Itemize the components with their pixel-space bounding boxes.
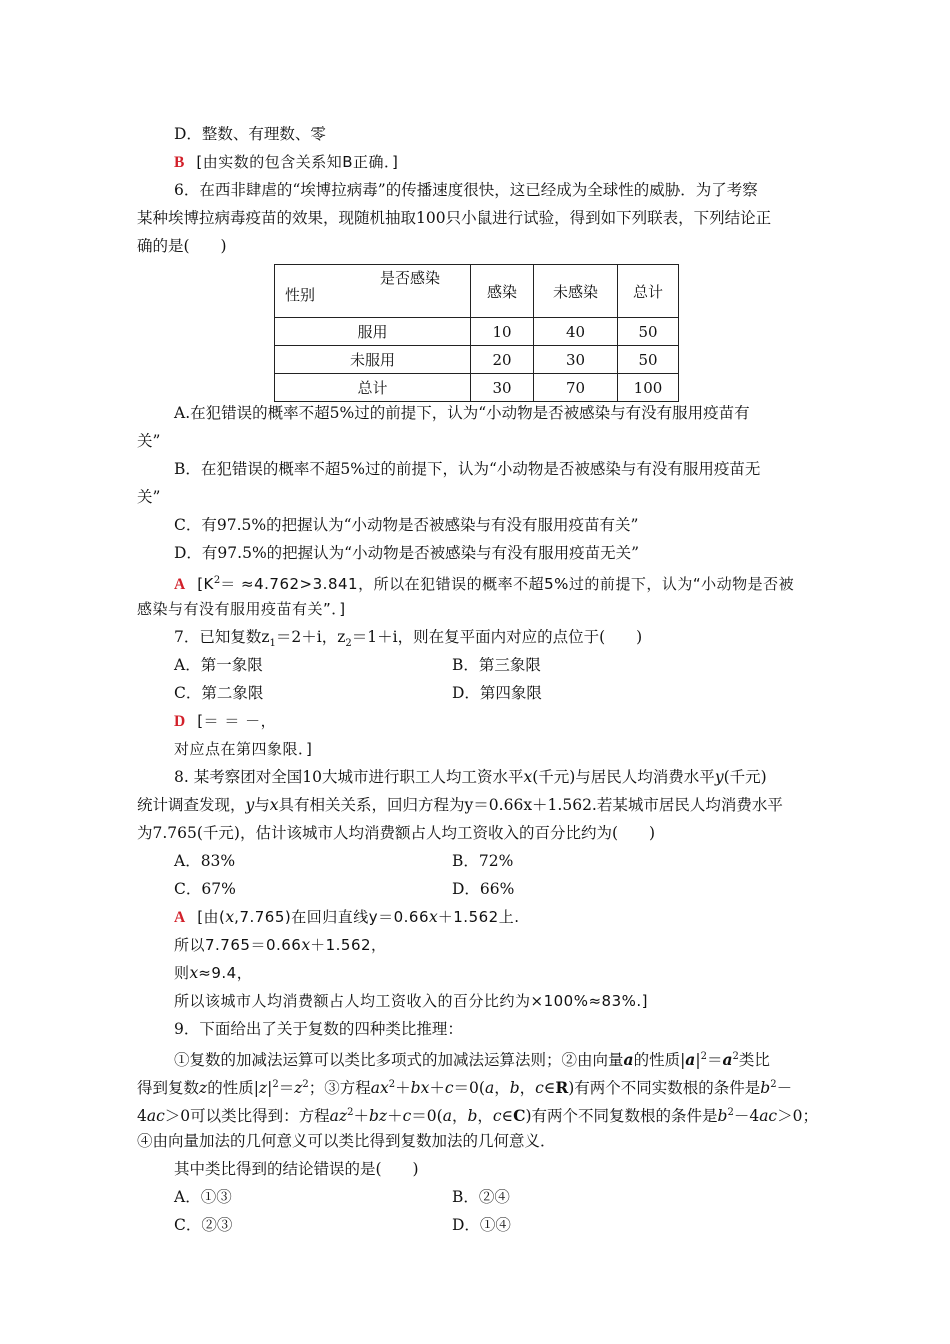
q7-stem: 7．已知复数$z_1=2+i$，$z_2=1+i$，则在复平面内对应的点位于( ) xyxy=(174,628,643,650)
q9-premise-line1: ①复数的加减法运算可以类比多项式的加减法运算法则；②由向量a的性质$|a|^2=a^2$类比 xyxy=(174,1050,770,1070)
table-cell: 10 xyxy=(471,318,534,346)
q8-answer-line3: 则x≈9.4， xyxy=(174,964,253,982)
row-label: 总计 xyxy=(275,374,471,402)
diagonal-header-cell xyxy=(275,265,471,318)
q7-option-c: C．第二象限 xyxy=(174,684,264,702)
q8-stem-line3: 为7.765(千元)，估计该城市人均消费额占人均工资收入的百分比约为( ) xyxy=(137,824,656,842)
q8-answer-line2: 所以7.765＝0.66x＋1.562， xyxy=(174,936,387,954)
table-cell: 100 xyxy=(618,374,679,402)
q6-answer-line1: A [$K^2= \approx 4.762>3.841$，所以在犯错误的概率不超5%过的前提下，认为“小动物是否被 xyxy=(174,575,795,594)
col-header-infected: 感染 xyxy=(471,265,534,318)
q6-option-a-line1: A.在犯错误的概率不超5%过的前提下，认为“小动物是否被感染与有没有服用疫苗有 xyxy=(174,404,750,422)
col-header-not-infected: 未感染 xyxy=(534,265,618,318)
table-cell: 40 xyxy=(534,318,618,346)
table-cell: 20 xyxy=(471,346,534,374)
q6-option-a-line2: 关” xyxy=(137,432,161,450)
q9-premise-line4: ④由向量加法的几何意义可以类比得到复数加法的几何意义． xyxy=(137,1132,556,1150)
q7-answer-line2: 对应点在第四象限．] xyxy=(174,740,313,758)
q9-premise-line3: 4ac＞0可以类比得到：方程$az^2+bz+c=0(a$，b，c∈C)有两个不同复数根的条件是$b^2-4ac>0$； xyxy=(137,1106,818,1126)
q9-option-d: D．①④ xyxy=(452,1216,511,1234)
q7-option-d: D．第四象限 xyxy=(452,684,542,702)
q6-option-b-line2: 关” xyxy=(137,488,161,506)
q8-option-d: D．66% xyxy=(452,880,515,898)
q9-option-b: B．②④ xyxy=(452,1188,510,1206)
answer-letter: A xyxy=(174,576,186,594)
q9-premise-line2: 得到复数z的性质$|z|^2=z^2$；③方程$ax^2+bx+c=0(a$，b，c∈R)有两个不同实数根的条件是$b^2-$ xyxy=(137,1078,793,1098)
table-cell: 50 xyxy=(618,346,679,374)
table-cell: 30 xyxy=(534,346,618,374)
answer-explanation: [由实数的包含关系知B正确．] xyxy=(196,153,399,171)
table-row xyxy=(275,374,679,402)
q8-option-a: A．83% xyxy=(174,852,236,870)
table-row xyxy=(275,318,679,346)
answer-explanation: ＝ ≈4.762>3.841，所以在犯错误的概率不超5%过的前提下，认为“小动物是否被 xyxy=(220,575,795,594)
q9-option-c: C．②③ xyxy=(174,1216,233,1234)
answer-letter: A xyxy=(174,909,186,926)
q9-question: 其中类比得到的结论错误的是( ) xyxy=(174,1160,419,1178)
q6-stem-line1: 6．在西非肆虐的“埃博拉病毒”的传播速度很快，这已经成为全球性的威胁．为了考察 xyxy=(174,181,758,199)
table-row xyxy=(275,346,679,374)
q9-option-a: A．①③ xyxy=(174,1188,232,1206)
col-header-total: 总计 xyxy=(618,265,679,318)
q6-stem-line2: 某种埃博拉病毒疫苗的效果，现随机抽取100只小鼠进行试验，得到如下列联表，下列结论正 xyxy=(137,209,772,227)
contingency-table xyxy=(274,264,679,402)
table-cell: 30 xyxy=(471,374,534,402)
table-cell: 70 xyxy=(534,374,618,402)
q5-option-d: D．整数、有理数、零 xyxy=(174,125,326,143)
q9-stem: 9．下面给出了关于复数的四种类比推理： xyxy=(174,1020,463,1038)
answer-letter: B xyxy=(174,154,185,171)
q8-option-c: C．67% xyxy=(174,880,236,898)
q7-option-b: B．第三象限 xyxy=(452,656,541,674)
header-infection: 是否感染 xyxy=(379,269,440,287)
table-cell: 50 xyxy=(618,318,679,346)
q7-option-a: A．第一象限 xyxy=(174,656,263,674)
q8-stem-line2: 统计调查发现，y与x具有相关关系，回归方程为y＝0.66x＋1.562.若某城市居民人均消费水平 xyxy=(137,796,783,814)
q6-option-b-line1: B．在犯错误的概率不超5%过的前提下，认为“小动物是否被感染与有没有服用疫苗无 xyxy=(174,460,761,478)
q8-answer-line1: A [由(x,7.765)在回归直线y＝0.66x＋1.562上. xyxy=(174,908,520,926)
table-header-row xyxy=(275,265,679,318)
row-label: 服用 xyxy=(275,318,471,346)
answer-explanation: [＝ ＝ －， xyxy=(197,712,277,730)
q8-answer-line4: 所以该城市人均消费额占人均工资收入的百分比约为×100%≈83%.] xyxy=(174,992,648,1010)
q6-answer-line2: 感染与有没有服用疫苗有关”．] xyxy=(137,600,346,618)
q7-answer xyxy=(174,711,814,732)
row-label: 未服用 xyxy=(275,346,471,374)
q5-answer xyxy=(174,152,814,173)
q6-option-d: D．有97.5%的把握认为“小动物是否被感染与有没有服用疫苗无关” xyxy=(174,544,640,562)
q8-stem-line1: 8. 某考察团对全国10大城市进行职工人均工资水平x(千元)与居民人均消费水平y(千元) xyxy=(174,768,767,786)
q8-option-b: B．72% xyxy=(452,852,514,870)
q6-option-c: C．有97.5%的把握认为“小动物是否被感染与有没有服用疫苗有关” xyxy=(174,516,639,534)
header-gender: 性别 xyxy=(285,286,316,304)
answer-letter: D xyxy=(174,713,186,730)
q6-stem-line3: 确的是( ) xyxy=(137,237,227,255)
